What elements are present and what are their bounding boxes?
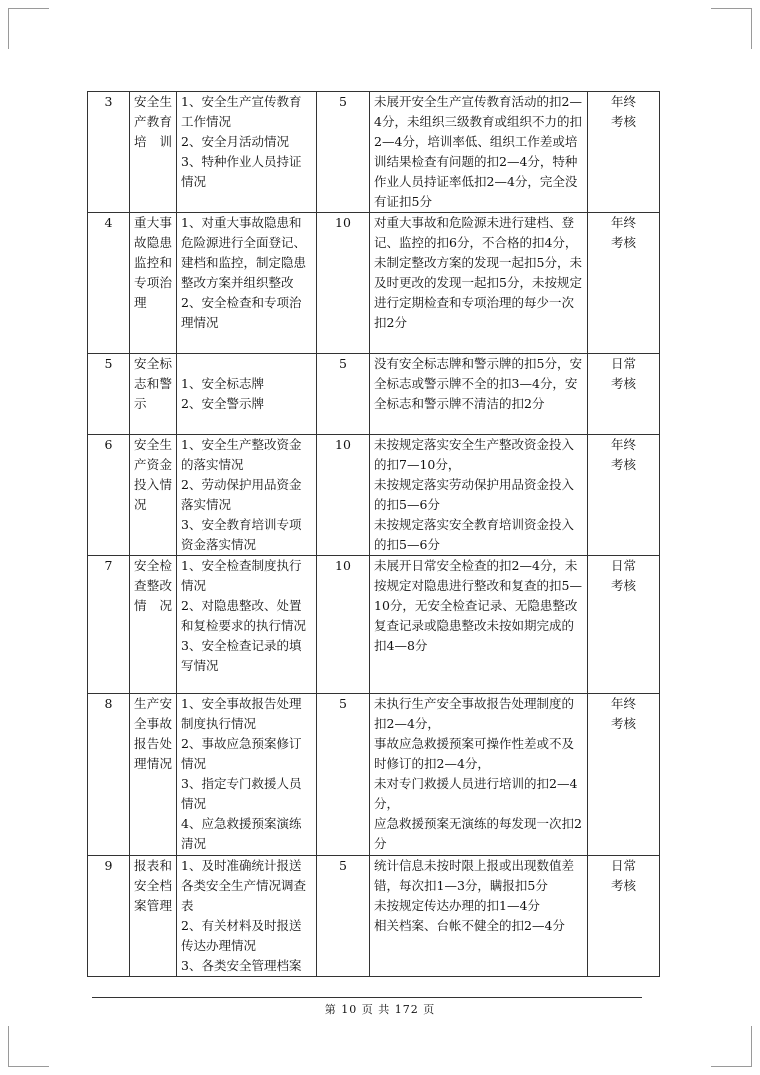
assessment-content: 1、安全生产整改资金的落实情况 2、劳动保护用品资金落实情况 3、安全教育培训专项资金落实情况 (181, 437, 302, 552)
table-row (88, 92, 660, 213)
score: 5 (317, 354, 370, 435)
row-number: 3 (88, 92, 130, 213)
table-row (88, 354, 660, 435)
row-number: 9 (88, 856, 130, 977)
corner-mark-bottom-right (711, 1026, 752, 1067)
assessment-method: 年终 考核 (610, 437, 636, 472)
item-name: 报表和安全档案管理 (130, 856, 177, 977)
scoring-standard: 未展开日常安全检查的扣2—4分，未按规定对隐患进行整改和复查的扣5—10分，无安全检查记录、无隐患整改复查记录或隐患整改未按如期完成的扣4—8分 (374, 558, 582, 653)
scoring-standard: 未按规定落实安全生产整改资金投入的扣7—10分， 未按规定落实劳动保护用品资金投入的扣5—6分 未按规定落实安全教育培训资金投入的扣5—6分 (374, 437, 575, 552)
row-number: 8 (88, 694, 130, 856)
item-name: 重大事故隐患监控和专项治理 (130, 213, 177, 354)
footer-divider (92, 997, 642, 998)
assessment-content: 1、对重大事故隐患和危险源进行全面登记、建档和监控，制定隐患整改方案并组织整改 2、安全检查和专项治理情况 (181, 215, 307, 330)
assessment-content: 1、及时准确统计报送各类安全生产情况调查表 2、有关材料及时报送传达办理情况 3、各类安全管理档案 (181, 858, 307, 973)
score: 5 (317, 694, 370, 856)
table-row (88, 435, 660, 556)
scoring-standard: 对重大事故和危险源未进行建档、登记、监控的扣6分，不合格的扣4分，未制定整改方案的发现一起扣5分，未及时更改的发现一起扣5分，未按规定进行定期检查和专项治理的每少一次扣2分 (374, 215, 582, 330)
assessment-content: 1、安全生产宣传教育工作情况 2、安全月活动情况 3、特种作业人员持证情况 (181, 94, 302, 189)
scoring-standard: 没有安全标志牌和警示牌的扣5分，安全标志或警示牌不全的扣3—4分，安全标志和警示牌不清洁的扣2分 (374, 356, 582, 411)
table-row (88, 856, 660, 977)
assessment-method: 日常 考核 (610, 356, 636, 391)
assessment-table (87, 91, 660, 977)
assessment-method: 年终 考核 (610, 94, 636, 129)
assessment-method: 日常 考核 (610, 558, 636, 593)
page-number: 第 10 页 共 172 页 (324, 1003, 436, 1016)
score: 10 (317, 556, 370, 694)
item-name: 安全生产资金投入情况 (130, 435, 177, 556)
table-row (88, 556, 660, 694)
corner-mark-top-right (711, 8, 752, 49)
corner-mark-bottom-left (8, 1026, 49, 1067)
row-number: 7 (88, 556, 130, 694)
assessment-content: 1、安全检查制度执行情况 2、对隐患整改、处置和复检要求的执行情况 3、安全检查记录的填写情况 (181, 558, 307, 673)
item-name: 生产安全事故报告处理情况 (130, 694, 177, 856)
score: 5 (317, 856, 370, 977)
corner-mark-top-left (8, 8, 49, 49)
row-number: 6 (88, 435, 130, 556)
assessment-method: 日常 考核 (610, 858, 636, 893)
score: 10 (317, 435, 370, 556)
assessment-content: 1、安全事故报告处理制度执行情况 2、事故应急预案修订情况 3、指定专门救援人员情况 4、应急救援预案演练清况 (181, 696, 302, 851)
item-name: 安全检查整改情况 (130, 556, 177, 694)
score: 10 (317, 213, 370, 354)
scoring-standard: 统计信息未按时限上报或出现数值差错，每次扣1—3分，瞒报扣5分 未按规定传达办理的扣1—4分 相关档案、台帐不健全的扣2—4分 (374, 858, 575, 933)
assessment-method: 年终 考核 (610, 215, 636, 250)
score: 5 (317, 92, 370, 213)
item-name: 安全生产教育培训 (130, 92, 177, 213)
assessment-method: 年终 考核 (610, 696, 636, 731)
scoring-standard: 未展开安全生产宣传教育活动的扣2—4分，未组织三级教育或组织不力的扣2—4分，培训率低、组织工作差或培训结果检查有问题的扣2—4分，特种作业人员持证率低扣2—4分，完全没有证扣5分 (374, 94, 582, 209)
row-number: 4 (88, 213, 130, 354)
scoring-standard: 未执行生产安全事故报告处理制度的扣2—4分， 事故应急救援预案可操作性差或不及时修订的扣2—4分， 未对专门救援人员进行培训的扣2—4分， 应急救援预案无演练的每发现一次扣2分 (374, 696, 582, 851)
assessment-content: 1、安全标志牌 2、安全警示牌 (181, 376, 264, 411)
table-row (88, 213, 660, 354)
table-row (88, 694, 660, 856)
row-number: 5 (88, 354, 130, 435)
item-name: 安全标志和警示 (130, 354, 177, 435)
